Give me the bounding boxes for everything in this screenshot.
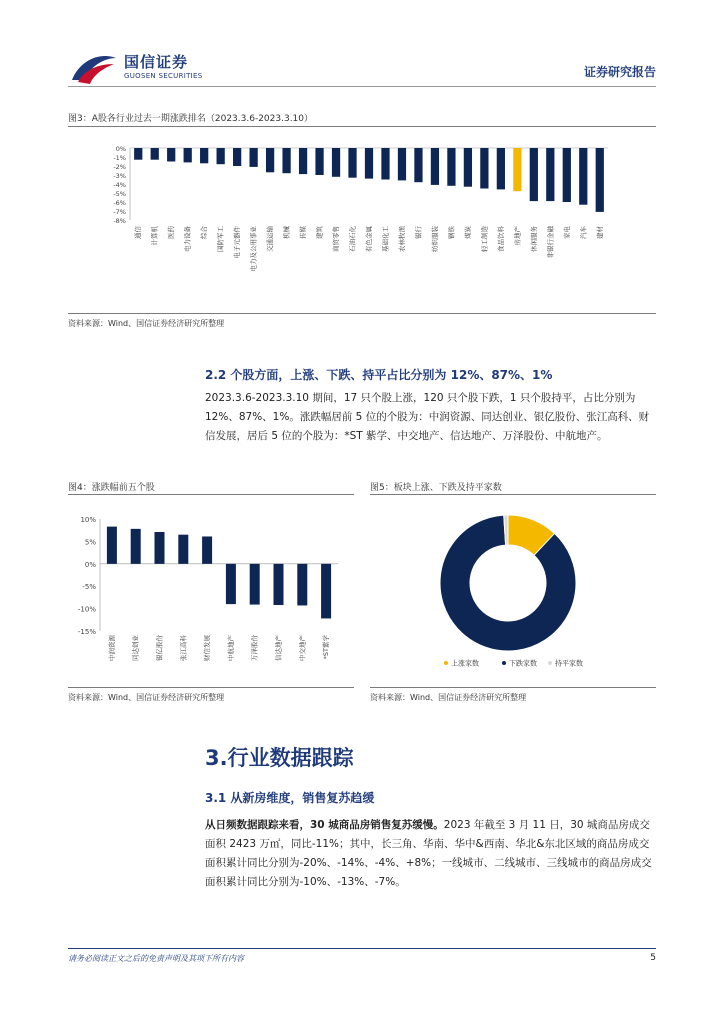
fig3-bar [398,148,406,180]
fig5-bottom-rule [370,687,656,688]
fig3-category-label: 石油石化 [348,226,357,252]
fig3-category-label: 房地产 [513,226,522,246]
fig4-bar [178,535,188,564]
guosen-logo-icon [70,50,118,86]
fig3-category-label: 通信 [134,226,143,239]
fig4-category-label: 张江高科 [179,635,188,661]
report-type: 证券研究报告 [583,65,656,79]
fig3-ytick-label: -3% [113,172,126,180]
fig4-category-label: 中航地产 [226,635,235,661]
fig3-chart [68,140,656,310]
fig4-bar [131,529,141,564]
fig4-ytick-label: -5% [82,583,96,592]
section-3-1-title: 3.1 从新房维度，销售复苏趋缓 [205,791,375,805]
fig4-bar [202,536,212,563]
fig3-bar [217,148,225,164]
fig4-bar [321,564,331,619]
fig3-bar [431,148,439,185]
fig3-bottom-rule [68,313,656,314]
fig3-bar [250,148,258,167]
fig3-bar [480,148,488,189]
fig3-ytick-label: -6% [113,199,126,207]
fig4-ytick-label: 10% [80,516,96,524]
fig5-legend-label: 下跌家数 [509,659,537,668]
fig3-bar [299,148,307,174]
fig4-bar [107,527,117,564]
fig3-category-label: 煤炭 [463,226,472,239]
fig4-ytick-label: 5% [84,538,96,547]
section-2-2-title: 2.2 个股方面，上涨、下跌、持平占比分别为 12%、87%、1% [205,368,553,382]
fig3-bar [579,148,587,205]
fig3-title-rule [68,126,656,127]
fig3-bar [563,148,571,202]
fig4-title: 图4：涨跌幅前五个股 [68,483,155,493]
fig4-category-label: 中交地产 [298,635,307,661]
fig4-category-label: 万泽股份 [250,635,259,661]
fig3-category-label: 农林牧渔 [397,226,406,252]
fig3-bar [315,148,323,175]
fig3-category-label: 综合 [200,226,209,239]
fig3-category-label: 钢铁 [447,226,456,239]
fig4-category-label: 信达地产 [274,635,283,661]
fig3-category-label: 电力设备 [183,226,192,252]
fig3-bar [381,148,389,180]
fig3-bar [447,148,455,186]
fig3-bar [266,148,274,172]
fig3-bar [596,148,604,212]
fig3-category-label: 机械 [282,226,291,239]
fig3-category-label: 计算机 [150,226,159,246]
fig3-category-label: 轻工制造 [480,226,489,252]
fig4-category-label: *ST紫学 [322,635,331,660]
fig3-category-label: 商贸零售 [332,226,341,252]
fig3-bar [348,148,356,178]
fig5-legend-swatch [548,661,552,665]
fig3-category-label: 汽车 [579,226,588,239]
fig3-bar [546,148,554,201]
fig3-bar [167,148,175,162]
fig3-ytick-label: -4% [113,181,126,189]
logo-text-en: GUOSEN SECURITIES [124,72,203,80]
fig4-category-label: 财信发展 [203,635,212,661]
fig5-title-rule [370,494,656,495]
footer-divider [68,948,656,949]
fig3-category-label: 交通运输 [266,226,275,252]
fig3-category-label: 建材 [595,226,604,239]
fig3-title: 图3：A股各行业过去一期涨跌排名（2023.3.6-2023.3.10） [68,114,314,124]
fig3-category-label: 传媒 [299,226,308,239]
fig4-bar [297,564,307,606]
fig5-chart [370,505,656,685]
fig3-category-label: 休闲服务 [529,226,538,252]
fig5-legend-swatch [444,661,448,665]
footer-disclaimer: 请务必阅读正文之后的免责声明及其项下所有内容 [68,954,244,963]
fig3-bar [184,148,192,162]
fig3-category-label: 电子元器件 [233,226,242,259]
fig3-bar [332,148,340,177]
fig5-legend-swatch [502,661,506,665]
fig3-category-label: 有色金属 [365,226,373,252]
fig3-bar [233,148,241,166]
fig4-ytick-label: -15% [77,628,96,636]
section-3-1-body: 2023 年截至 3 月 11 日，30 城商品房成交面积 2423 万㎡，同比-11%；其中，长三角、华南、华中&西南、华北&东北区域的商品房成交面积累计同比分别为-20%、-14%、-4%、+8%；一线城市、二线城市、三线城市的商品房成交面积累计同比分别为-10%、-13%、-7%。 [205,819,652,888]
fig4-bar [274,564,284,605]
fig4-ytick-label: 0% [84,560,96,569]
fig3-bar [414,148,422,182]
fig3-ytick-label: -7% [113,208,126,216]
fig3-bar [200,148,208,163]
section-2-2-paragraph: 2023.3.6-2023.3.10 期间，17 只个股上涨，120 只个股下跌，1 只个股持平，占比分别为 12%、87%、1%。涨跌幅居前 5 位的个股为：中润资源、同达创业、银亿股份、张江高科、财信发展，居后 5 位的个股为：*ST 紫学、中交地产、信达地产、万泽股份、中航地产。 [205,392,650,442]
fig4-title-rule [68,494,354,495]
fig5-source: 资料来源：Wind、国信证券经济研究所整理 [370,693,527,702]
fig3-category-label: 建筑 [315,226,324,239]
fig3-ytick-label: -8% [113,217,126,225]
section-3-1-paragraph [205,816,653,892]
fig3-bar [365,148,373,179]
fig3-category-label: 纺织服装 [430,226,439,252]
fig3-ytick-label: -5% [113,190,126,198]
fig3-ytick-label: -2% [113,163,126,171]
fig4-category-label: 银亿股份 [155,635,164,661]
page-number: 5 [650,953,656,963]
section-3-title: 3.行业数据跟踪 [205,746,354,770]
fig3-bar [282,148,290,173]
fig3-category-label: 食品饮料 [496,226,505,252]
logo-text-cn: 国信证券 [124,53,189,71]
fig4-bar [226,564,236,604]
fig3-bar [134,148,142,160]
fig5-legend-label: 上涨家数 [451,659,479,668]
fig4-category-label: 同达创业 [131,635,140,661]
fig3-source: 资料来源：Wind、国信证券经济研究所整理 [68,319,225,328]
fig4-bar [155,532,165,564]
fig4-bottom-rule [68,687,354,688]
header-divider [68,86,656,87]
fig3-category-label: 银行 [414,226,423,239]
fig3-bar [151,148,159,160]
fig3-bar [464,148,472,187]
fig4-ytick-label: -10% [77,605,96,614]
fig3-category-label: 基础化工 [381,226,390,252]
fig5-legend-label: 持平家数 [555,659,583,668]
fig3-bar [530,148,538,201]
fig5-title: 图5：板块上涨、下跌及持平家数 [370,483,502,493]
fig4-category-label: 中润资源 [107,635,116,661]
fig4-chart [68,505,354,685]
fig4-source: 资料来源：Wind、国信证券经济研究所整理 [68,693,225,702]
fig3-bar [513,148,521,191]
fig3-ytick-label: -1% [113,154,126,162]
fig3-category-label: 家电 [562,226,571,239]
fig3-category-label: 电力及公用事业 [249,226,258,272]
fig3-ytick-label: 0% [115,145,126,153]
section-3-1-lead: 从日频数据跟踪来看，30 城商品房销售复苏缓慢。 [205,819,444,831]
fig3-bar [497,148,505,189]
fig3-category-label: 国防军工 [216,226,225,252]
fig3-category-label: 医药 [167,226,176,239]
fig3-category-label: 非银行金融 [546,226,555,259]
fig4-bar [250,564,260,605]
